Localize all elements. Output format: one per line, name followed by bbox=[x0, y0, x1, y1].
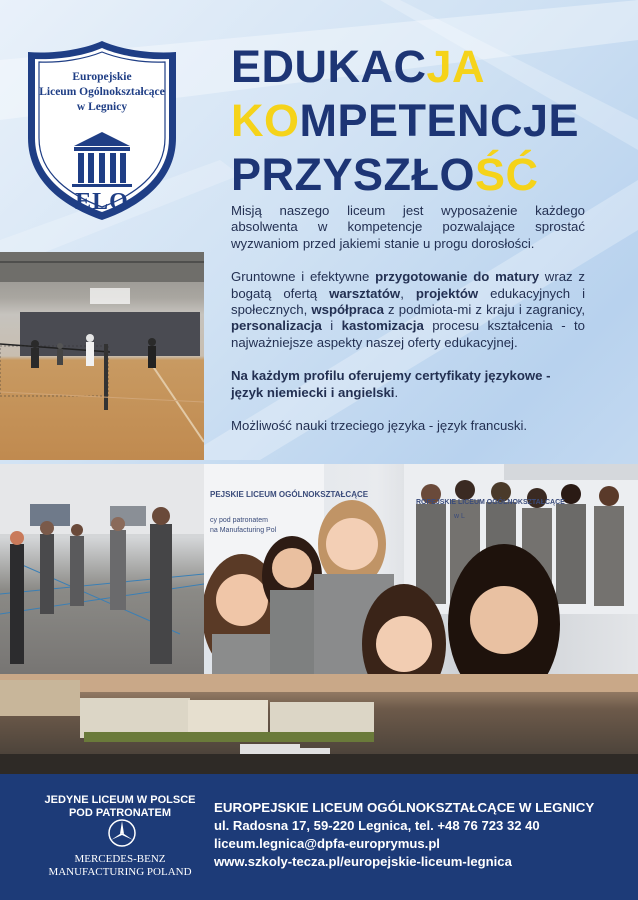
email-link[interactable]: liceum.legnica@dpfa-europrymus.pl bbox=[214, 836, 440, 851]
photo-campus-aerial bbox=[0, 674, 638, 774]
headline-line-1: EDUKACJA bbox=[231, 41, 486, 92]
selfie-banner-line-1: PEJSKIE LICEUM OGÓLNOKSZTAŁCĄCE bbox=[210, 490, 369, 499]
mercedes-star-icon bbox=[107, 818, 137, 848]
patronage-line-1: JEDYNE LICEUM W POLSCE bbox=[44, 794, 196, 806]
group-banner-line-1: ROPEJSKIE LICEUM OGÓLNOKSZTAŁCĄCE bbox=[416, 499, 565, 506]
mission-paragraph: Misją naszego liceum jest wyposażenie każdego absolwenta w kompetencje pozwalające sprostać wyzwaniom przed jakiemi stanie u progu dorosłości. bbox=[231, 203, 585, 251]
third-language-paragraph: Możliwość nauki trzeciego języka - język francuski. bbox=[231, 418, 528, 434]
sponsor-line-1: MERCEDES-BENZ bbox=[74, 853, 166, 865]
selfie-banner-line-2: cy pod patronatem bbox=[210, 517, 268, 524]
logo-line-3: w Legnicy bbox=[76, 101, 128, 113]
logo-line-2: Liceum Ogólnokształcące bbox=[39, 86, 165, 98]
headline-line-2: KOMPETENCJE bbox=[231, 95, 580, 146]
logo-abbreviation: ELO bbox=[75, 189, 129, 215]
website-link[interactable]: www.szkoly-tecza.pl/europejskie-liceum-legnica bbox=[214, 854, 512, 869]
photo-workshop bbox=[0, 464, 204, 674]
footer bbox=[0, 774, 638, 900]
selfie-banner-line-3: na Manufacturing Pol bbox=[210, 527, 277, 534]
logo-line-1: Europejskie bbox=[72, 71, 132, 83]
school-logo bbox=[22, 38, 182, 223]
sponsor-name bbox=[20, 853, 220, 879]
offer-paragraph: Gruntowne i efektywne przygotowanie do matury wraz z bogatą ofertą warsztatów, projektów edukacyjnych i społecznych, współpraca z podmiota-mi z kraju i zagranicy, personalizacja i kastomizacja procesu kształcenia - to najważniejsze aspekty naszej oferty edukacyjnej. bbox=[231, 269, 586, 350]
headline bbox=[231, 40, 579, 202]
school-name: EUROPEJSKIE LICEUM OGÓLNOKSZTAŁCĄCE W LEGNICY bbox=[214, 800, 595, 815]
certificates-paragraph: Na każdym profilu oferujemy certyfikaty językowe - język niemiecki i angielski. bbox=[231, 368, 551, 400]
photo-students-selfie bbox=[204, 464, 638, 674]
group-banner-line-2: w L bbox=[454, 513, 465, 520]
body-text bbox=[231, 203, 585, 451]
sponsor-line-2: MANUFACTURING POLAND bbox=[48, 866, 192, 878]
headline-line-3: PRZYSZŁOŚĆ bbox=[231, 149, 539, 200]
photo-sports-hall bbox=[0, 252, 204, 460]
address: ul. Radosna 17, 59-220 Legnica, tel. +48 76 723 32 40 bbox=[214, 818, 540, 833]
patronage-heading bbox=[20, 794, 220, 820]
patronage-line-2: POD PATRONATEM bbox=[68, 807, 172, 819]
